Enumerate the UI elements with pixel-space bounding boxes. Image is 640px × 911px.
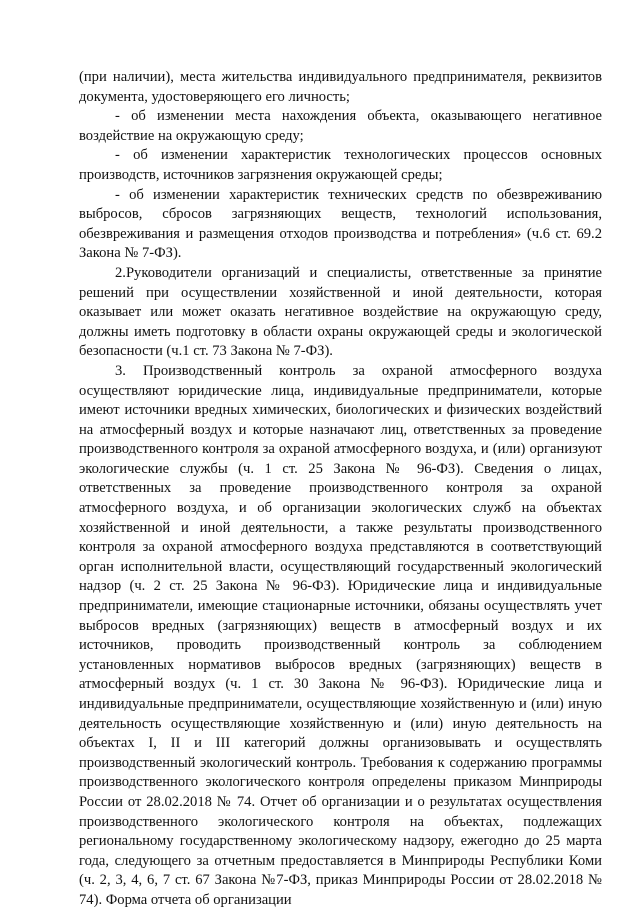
paragraph-3: - об изменении характеристик технологических процессов основных производств, источников загрязнения окружающей среды; xyxy=(79,147,602,183)
paragraph-2: - об изменении места нахождения объекта, оказывающего негативное воздействие на окружающую среду; xyxy=(79,108,602,144)
paragraph-6: 3. Производственный контроль за охраной атмосферного воздуха осуществляют юридические лица, индивидуальные предприниматели, которые имеют источники вредных химических, биологических и физических воздействий на атмосферный воздух и которые назначают лиц, ответственных за проведение производственного контроля за охраной атмосферного воздуха, и (или) организуют экологические службы (ч. 1 ст. 25 Закона № 96-ФЗ). Сведения о лицах, ответственных за проведение производственного контроля за охраной атмосферного воздуха, и об организации экологических служб на объектах хозяйственной и иной деятельности, а также результаты производственного контроля за охраной атмосферного воздуха представляются в соответствующий орган исполнительной власти, осуществляющий государственный экологический надзор (ч. 2 ст. 25 Закона № 96-ФЗ). Юридические лица и индивидуальные предприниматели, имеющие стационарные источники, обязаны осуществлять учет выбросов вредных (загрязняющих) веществ в атмосферный воздух и их источников, проводить производственный контроль за соблюдением установленных нормативов выбросов вредных (загрязняющих) веществ в атмосферный воздух (ч. 1 ст. 30 Закона № 96-ФЗ). Юридические лица и индивидуальные предприниматели, осуществляющие хозяйственную и (или) иную деятельность осуществляющие хозяйственную и (или) иную деятельность на объектах I, II и III категорий должны организовывать и осуществлять производственный экологический контроль. Требования к содержанию программы производственного экологического контроля определены приказом Минприроды России от 28.02.2018 № 74. Отчет об организации и о результатах осуществления производственного экологического контроля на объектах, подлежащих региональному государственному экологическому надзору, ежегодно до 25 марта года, следующего за отчетным предоставляется в Минприроды Республики Коми (ч. 2, 3, 4, 6, 7 ст. 67 Закона №7-ФЗ, приказ Минприроды России от 28.02.2018 № 74). Форма отчета об организации xyxy=(79,362,602,908)
paragraph-4: - об изменении характеристик технических средств по обезвреживанию выбросов, сбросов загрязняющих веществ, технологий использования, обезвреживания и размещения отходов производства и потребления» (ч.6 ст. 69.2 Закона № 7-ФЗ). xyxy=(79,186,602,262)
paragraph-5: 2.Руководители организаций и специалисты, ответственные за принятие решений при осуществлении хозяйственной и иной деятельности, которая оказывает или может оказать негативное воздействие на окружающую среду, должны иметь подготовку в области охраны окружающей среды и экологической безопасности (ч.1 ст. 73 Закона № 7-ФЗ). xyxy=(79,264,602,360)
paragraph-1: (при наличии), места жительства индивидуального предпринимателя, реквизитов документа, удостоверяющего его личность; xyxy=(79,69,602,105)
document-page xyxy=(79,68,602,911)
